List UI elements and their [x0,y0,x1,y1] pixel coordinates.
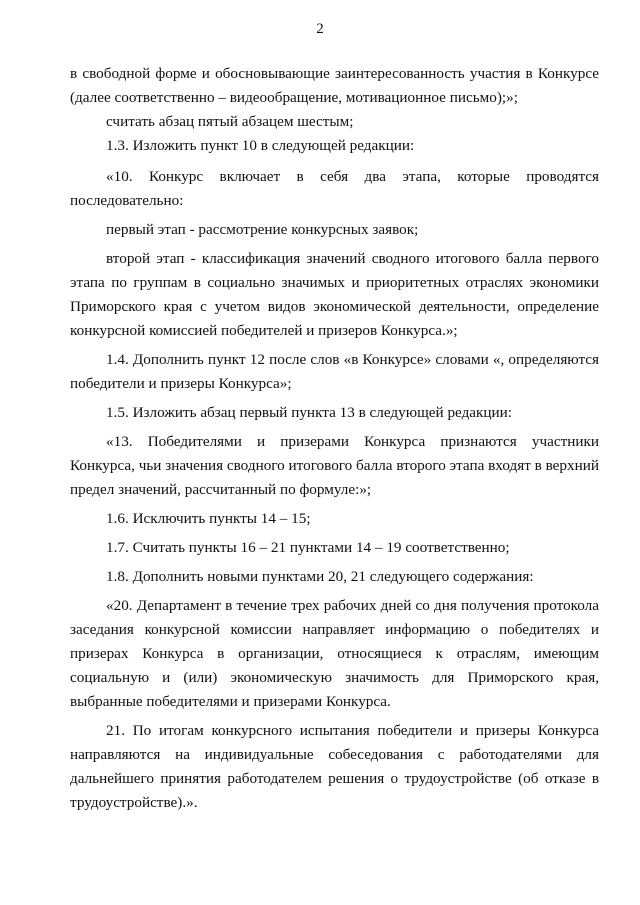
paragraph-12: 1.8. Дополнить новыми пунктами 20, 21 следующего содержания: [106,568,534,585]
paragraph-13: «20. Департамент в течение трех рабочих дней со дня получения протокола заседания конкурсной комиссии направляет информацию о победителях и призерах Конкурса в организации, относящиеся к отраслям, имеющим социальную и (или) экономическую значимость для Приморского края, выбранные победителями и призерами Конкурса. [70,597,599,710]
paragraph-10: 1.6. Исключить пункты 14 – 15; [106,510,311,527]
paragraph-11: 1.7. Считать пункты 16 – 21 пунктами 14 – 19 соответственно; [106,539,510,556]
paragraph-4: «10. Конкурс включает в себя два этапа, которые проводятся последовательно: [70,168,599,209]
document-body [70,62,599,815]
page-number: 2 [316,21,324,37]
paragraph-9: «13. Победителями и призерами Конкурса признаются участники Конкурса, чьи значения сводного итогового балла второго этапа входят в верхний предел значений, рассчитанный по формуле:»; [70,433,599,498]
paragraph-8: 1.5. Изложить абзац первый пункта 13 в следующей редакции: [106,404,513,421]
paragraph-5: первый этап - рассмотрение конкурсных заявок; [106,221,419,238]
paragraph-3: 1.3. Изложить пункт 10 в следующей редакции: [106,137,415,154]
paragraph-2: считать абзац пятый абзацем шестым; [106,113,354,130]
paragraph-14: 21. По итогам конкурсного испытания победители и призеры Конкурса направляются на индивидуальные собеседования с работодателями для дальнейшего принятия работодателем решения о трудоустройстве (об отказе в трудоустройстве).». [70,722,599,811]
paragraph-1: в свободной форме и обосновывающие заинтересованность участия в Конкурсе (далее соответственно – видеообращение, мотивационное письмо);»; [70,65,599,106]
paragraph-6: второй этап - классификация значений сводного итогового балла первого этапа по группам в социально значимых и приоритетных отраслях экономики Приморского края с учетом видов экономической деятельности, определение конкурсной комиссией победителей и призеров Конкурса.»; [70,250,599,339]
paragraph-7: 1.4. Дополнить пункт 12 после слов «в Конкурсе» словами «, определяются победители и призеры Конкурса»; [70,351,599,392]
